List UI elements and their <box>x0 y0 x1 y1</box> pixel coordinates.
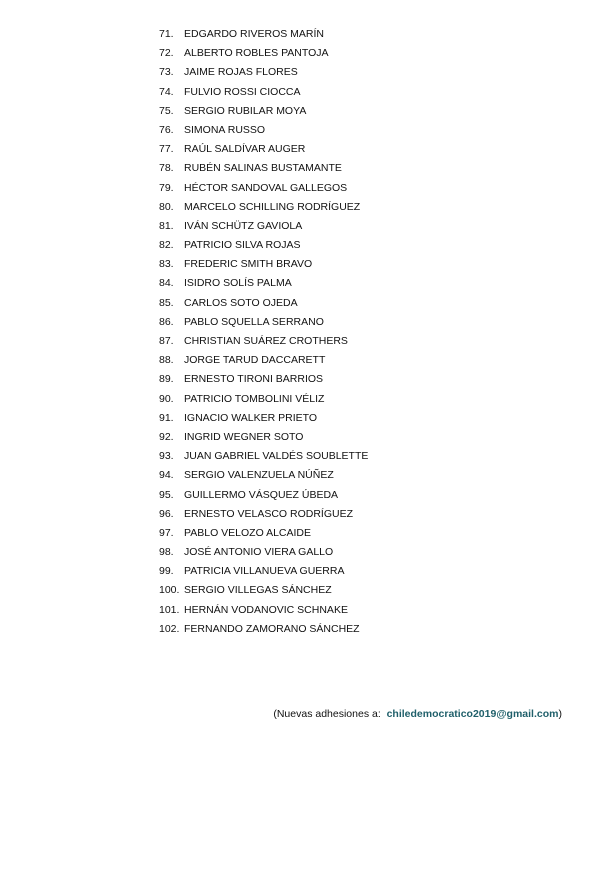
list-item <box>159 294 368 313</box>
item-number: 84. <box>159 277 174 290</box>
item-name: JAIME ROJAS FLORES <box>184 66 298 79</box>
item-number: 93. <box>159 450 174 463</box>
item-name: CARLOS SOTO OJEDA <box>184 296 298 309</box>
item-number: 92. <box>159 430 174 443</box>
item-number: 80. <box>159 200 174 213</box>
list-item <box>159 179 368 198</box>
list-item <box>159 25 368 44</box>
item-name: EDGARDO RIVEROS MARÍN <box>184 28 325 40</box>
footer-prefix: (Nuevas adhesiones a: <box>273 708 381 720</box>
list-item <box>159 63 368 82</box>
item-number: 81. <box>159 219 174 232</box>
item-number: 97. <box>159 526 174 539</box>
list-item <box>159 332 368 351</box>
item-number: 89. <box>159 373 174 386</box>
item-number: 79. <box>159 181 174 194</box>
list-item <box>159 505 368 524</box>
item-name: RUBÉN SALINAS BUSTAMANTE <box>184 162 342 175</box>
list-item <box>159 601 368 620</box>
list-item <box>159 140 368 159</box>
item-name: IVÁN SCHÜTZ GAVIOLA <box>184 219 303 232</box>
item-number: 94. <box>159 469 174 482</box>
adherents-list <box>159 25 368 639</box>
item-name: PATRICIA VILLANUEVA GUERRA <box>184 565 345 578</box>
item-number: 85. <box>159 296 174 309</box>
item-name: RAÚL SALDÍVAR AUGER <box>184 143 306 156</box>
item-name: SERGIO VILLEGAS SÁNCHEZ <box>184 584 332 597</box>
item-name: PATRICIO SILVA ROJAS <box>184 239 301 252</box>
item-name: PATRICIO TOMBOLINI VÉLIZ <box>184 392 325 405</box>
list-item <box>159 351 368 370</box>
list-item <box>159 620 368 639</box>
item-name: FERNANDO ZAMORANO SÁNCHEZ <box>184 622 360 635</box>
list-item <box>159 159 368 178</box>
item-number: 96. <box>159 507 174 520</box>
item-name: SERGIO RUBILAR MOYA <box>184 104 307 117</box>
item-number: 101. <box>159 603 180 616</box>
list-item <box>159 236 368 255</box>
item-number: 72. <box>159 47 174 60</box>
item-name: SIMONA RUSSO <box>184 123 266 136</box>
item-name: JOSÉ ANTONIO VIERA GALLO <box>184 546 334 559</box>
item-number: 88. <box>159 354 174 367</box>
contact-email-link[interactable]: chiledemocratico2019@gmail.com <box>386 708 559 720</box>
list-item <box>159 447 368 466</box>
item-name: IGNACIO WALKER PRIETO <box>184 411 318 424</box>
item-number: 77. <box>159 143 174 156</box>
list-item <box>159 390 368 409</box>
list-item <box>159 198 368 217</box>
item-name: PABLO SQUELLA SERRANO <box>184 315 324 328</box>
item-name: FREDERIC SMITH BRAVO <box>184 258 313 271</box>
item-number: 71. <box>159 28 174 40</box>
item-name: CHRISTIAN SUÁREZ CROTHERS <box>184 335 348 347</box>
list-item <box>159 370 368 389</box>
list-item <box>159 409 368 428</box>
item-name: ERNESTO VELASCO RODRÍGUEZ <box>184 507 354 520</box>
item-name: ALBERTO ROBLES PANTOJA <box>184 47 329 60</box>
item-name: FULVIO ROSSI CIOCCA <box>184 85 301 98</box>
item-name: ERNESTO TIRONI BARRIOS <box>184 373 324 386</box>
list-item <box>159 581 368 600</box>
list-item <box>159 428 368 447</box>
item-number: 75. <box>159 104 174 117</box>
list-item <box>159 102 368 121</box>
list-item <box>159 313 368 332</box>
item-number: 76. <box>159 123 174 136</box>
item-name: INGRID WEGNER SOTO <box>184 430 304 443</box>
list-item <box>159 466 368 485</box>
list-item <box>159 524 368 543</box>
list-item <box>159 255 368 274</box>
list-item <box>159 217 368 236</box>
list-item <box>159 83 368 102</box>
item-name: MARCELO SCHILLING RODRÍGUEZ <box>184 200 361 213</box>
item-name: ISIDRO SOLÍS PALMA <box>184 277 292 290</box>
item-name: JUAN GABRIEL VALDÉS SOUBLETTE <box>184 450 369 463</box>
item-number: 99. <box>159 565 174 578</box>
item-number: 74. <box>159 85 174 98</box>
item-number: 98. <box>159 546 174 559</box>
item-name: PABLO VELOZO ALCAIDE <box>184 526 312 539</box>
list-item <box>159 543 368 562</box>
item-number: 100. <box>159 584 180 597</box>
item-number: 102. <box>159 622 180 635</box>
item-number: 90. <box>159 392 174 405</box>
item-name: GUILLERMO VÁSQUEZ ÚBEDA <box>184 488 339 501</box>
item-name: SERGIO VALENZUELA NÚÑEZ <box>184 469 334 482</box>
list-item <box>159 44 368 63</box>
list-item <box>159 274 368 293</box>
item-name: HERNÁN VODANOVIC SCHNAKE <box>184 603 348 616</box>
list-item <box>159 121 368 140</box>
list-item <box>159 486 368 505</box>
item-number: 82. <box>159 239 174 252</box>
item-number: 73. <box>159 66 174 79</box>
item-name: JORGE TARUD DACCARETT <box>184 354 326 367</box>
list-item <box>159 562 368 581</box>
item-number: 95. <box>159 488 174 501</box>
footer-suffix: ) <box>558 708 562 720</box>
item-name: HÉCTOR SANDOVAL GALLEGOS <box>184 181 348 194</box>
item-number: 87. <box>159 335 174 347</box>
item-number: 91. <box>159 411 174 424</box>
item-number: 83. <box>159 258 174 271</box>
item-number: 78. <box>159 162 174 175</box>
item-number: 86. <box>159 315 174 328</box>
new-adhesions-note <box>273 707 562 721</box>
